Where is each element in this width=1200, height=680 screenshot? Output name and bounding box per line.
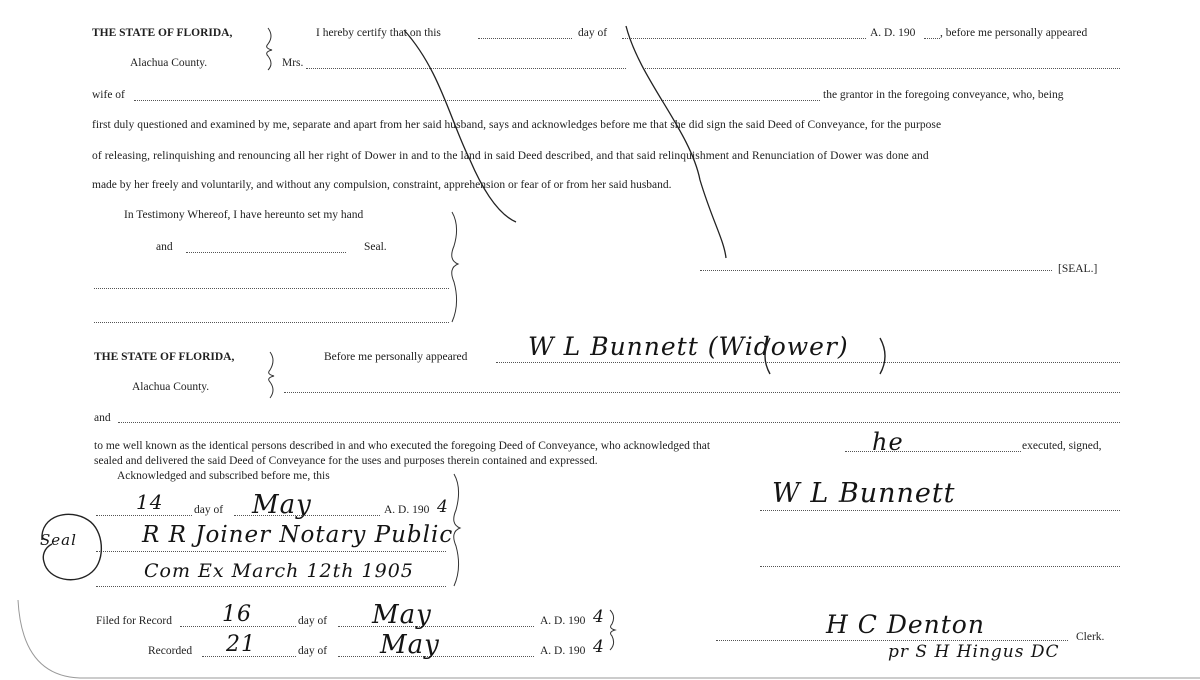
bracket-ack xyxy=(454,474,460,586)
handwritten-recorded-year-digit: 4 xyxy=(593,637,605,657)
handwritten-commission: Com Ex March 12th 1905 xyxy=(144,560,414,582)
county-label-2: Alachua County. xyxy=(132,381,210,393)
handwritten-grantor-name: W L Bunnett (Widower) xyxy=(528,332,849,361)
filed-label: Filed for Record xyxy=(96,615,173,627)
brace-block1 xyxy=(267,28,272,70)
handwritten-filed-month: May xyxy=(372,600,432,630)
handwritten-filed-year-digit: 4 xyxy=(593,607,605,627)
certify-text: I hereby certify that on this xyxy=(316,27,441,39)
ack-para-line-1-end: executed, signed, xyxy=(1022,440,1102,452)
handwritten-recorded-month: May xyxy=(380,630,440,660)
filed-day-of-label: day of xyxy=(298,615,328,627)
filed-ad-label: A. D. 190 xyxy=(540,615,586,627)
paren-right xyxy=(880,338,885,374)
recorded-day-of-label: day of xyxy=(298,645,328,657)
ad-label-1: A. D. 190 xyxy=(870,27,916,39)
handwritten-recorded-day: 21 xyxy=(226,632,256,657)
ack-day-of-label: day of xyxy=(194,504,224,516)
handwritten-filed-day: 16 xyxy=(222,602,252,627)
state-heading-1: THE STATE OF FLORIDA, xyxy=(92,27,233,39)
cancel-stroke-2 xyxy=(626,26,726,258)
cancel-stroke-1 xyxy=(404,30,516,222)
seal-bracket: [SEAL.] xyxy=(1058,263,1098,275)
handwritten-ack-month: May xyxy=(252,490,312,520)
testimony-text: In Testimony Whereof, I have hereunto set my hand xyxy=(124,209,364,221)
ack-para-line-1: to me well known as the identical persons described in and who executed the foregoing Deed of Conveyance, who acknowledged that xyxy=(94,440,711,452)
dower-para-line-2: of releasing, relinquishing and renouncing all her right of Dower in and to the land in said Deed described, and that said relinquishment and Renunciation of Dower was done and xyxy=(92,150,929,162)
page-edge xyxy=(18,600,1200,678)
dower-para-line-1: first duly questioned and examined by me, separate and apart from her said husband, says and acknowledges before me that she did sign the said Deed of Conveyance, for the purpose xyxy=(92,119,942,131)
notary-seal-text: Seal xyxy=(40,531,77,549)
bracket-filing xyxy=(610,610,615,650)
handwritten-deputy-signature: pr S H Hingus DC xyxy=(888,642,1060,662)
ack-ad-label: A. D. 190 xyxy=(384,504,430,516)
grantor-text: the grantor in the foregoing conveyance, who, being xyxy=(823,89,1064,101)
county-label-1: Alachua County. xyxy=(130,57,208,69)
clerk-label: Clerk. xyxy=(1076,631,1105,643)
appeared-text-1: , before me personally appeared xyxy=(940,27,1088,39)
paren-left xyxy=(765,338,770,374)
day-of-label-1: day of xyxy=(578,27,608,39)
seal-word: Seal. xyxy=(364,241,387,253)
recorded-label: Recorded xyxy=(148,645,193,657)
handwritten-he: he xyxy=(872,428,904,456)
wife-of-label: wife of xyxy=(92,89,125,101)
bracket-testimony xyxy=(452,212,458,322)
handwritten-notary: R R Joiner Notary Public xyxy=(142,522,454,548)
handwritten-ack-day: 14 xyxy=(136,490,164,514)
acknowledged-text: Acknowledged and subscribed before me, this xyxy=(117,470,330,482)
and-label-2: and xyxy=(94,412,111,424)
notary-seal-scribble xyxy=(42,514,101,579)
state-heading-2: THE STATE OF FLORIDA, xyxy=(94,351,235,363)
handwritten-clerk-signature: H C Denton xyxy=(826,610,985,639)
dower-para-line-3: made by her freely and voluntarily, and without any compulsion, constraint, apprehension or fear of or from her said husband. xyxy=(92,179,672,191)
handwritten-grantor-signature: W L Bunnett xyxy=(772,478,956,509)
appeared-text-2: Before me personally appeared xyxy=(324,351,468,363)
recorded-ad-label: A. D. 190 xyxy=(540,645,586,657)
mrs-label: Mrs. xyxy=(282,57,304,69)
handwritten-ack-year-digit: 4 xyxy=(437,497,449,517)
ack-para-line-2: sealed and delivered the said Deed of Conveyance for the uses and purposes therein contained and expressed. xyxy=(94,455,598,467)
brace-block2 xyxy=(269,352,274,398)
and-label-1: and xyxy=(156,241,173,253)
